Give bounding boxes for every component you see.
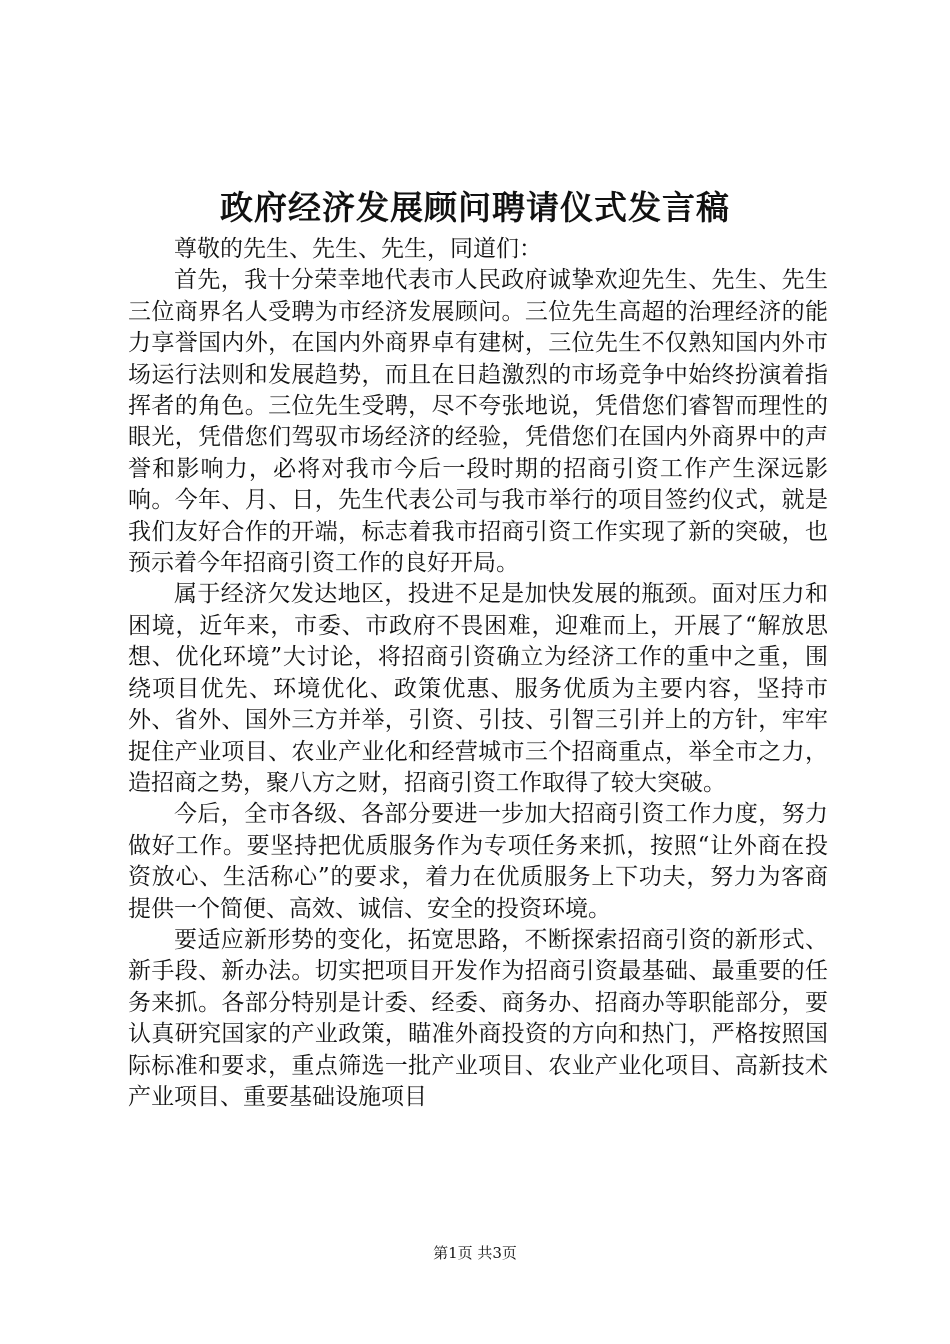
paragraph-4: 要适应新形势的变化，拓宽思路，不断探索招商引资的新形式、新手段、新办法。切实把项目开发作为招商引资最基础、最重要的任务来抓。各部分特别是计委、经委、商务办、招商办等职能部分，要认真研究国家的产业政策，瞄准外商投资的方向和热门，严格按照国际标准和要求，重点筛选一批产业项目、农业产业化项目、高新技术产业项目、重要基础设施项目 — [128, 926, 828, 1110]
document-title: 政府经济发展顾问聘请仪式发言稿 — [220, 188, 730, 227]
paragraph-3: 今后，全市各级、各部分要进一步加大招商引资工作力度，努力做好工作。要坚持把优质服务作为专项任务来抓，按照“让外商在投资放心、生活称心”的要求，着力在优质服务上下功夫，努力为客商提供一个简便、高效、诚信、安全的投资环境。 — [128, 801, 828, 922]
document-body — [128, 234, 828, 1113]
paragraph-salutation: 尊敬的先生、先生、先生，同道们： — [174, 236, 542, 262]
paragraph-2: 属于经济欠发达地区，投进不足是加快发展的瓶颈。面对压力和困境，近年来，市委、市政府不畏困难，迎难而上，开展了“解放思想、优化环境”大讨论，将招商引资确立为经济工作的重中之重，围绕项目优先、环境优化、政策优惠、服务优质为主要内容，坚持市外、省外、国外三方并举，引资、引技、引智三引并上的方针，牢牢捉住产业项目、农业产业化和经营城市三个招商重点，举全市之力，造招商之势，聚八方之财，招商引资工作取得了较大突破。 — [128, 581, 828, 796]
page-footer: 第1页 共3页 — [433, 1244, 517, 1262]
paragraph-1: 首先，我十分荣幸地代表市人民政府诚挚欢迎先生、先生、先生三位商界名人受聘为市经济发展顾问。三位先生高超的治理经济的能力享誉国内外，在国内外商界卓有建树，三位先生不仅熟知国内外市场运行法则和发展趋势，而且在日趋激烈的市场竞争中始终扮演着指挥者的角色。三位先生受聘，尽不夸张地说，凭借您们睿智而理性的眼光，凭借您们驾驭市场经济的经验，凭借您们在国内外商界中的声誉和影响力，必将对我市今后一段时期的招商引资工作产生深远影响。今年、月、日，先生代表公司与我市举行的项目签约仪式，就是我们友好合作的开端，标志着我市招商引资工作实现了新的突破，也预示着今年招商引资工作的良好开局。 — [128, 267, 828, 577]
